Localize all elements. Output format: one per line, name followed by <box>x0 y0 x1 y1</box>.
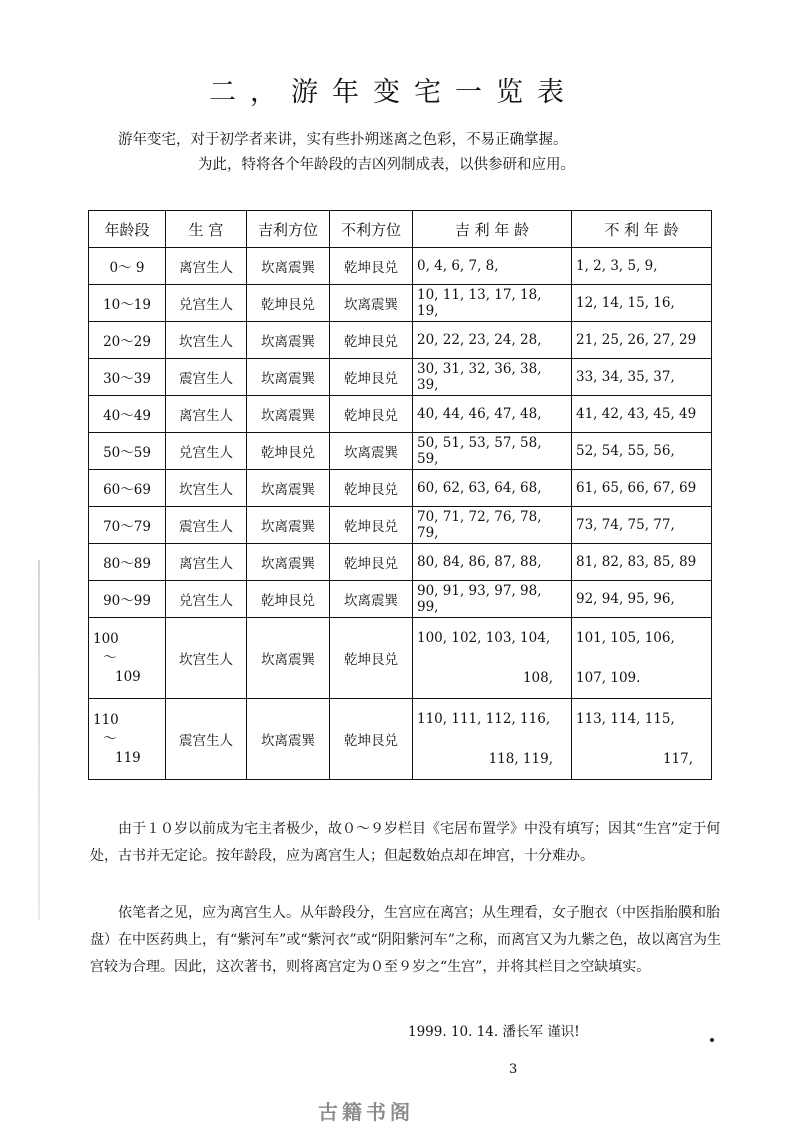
cell-good-direction: 坎离震巽 <box>247 618 330 699</box>
cell-good-direction: 坎离震巽 <box>247 470 330 507</box>
age-table <box>88 210 712 780</box>
cell-good-ages: 20, 22, 23, 24, 28, <box>413 322 572 359</box>
cell-good-ages <box>413 699 572 780</box>
cell-bad-direction: 乾坤艮兑 <box>330 699 413 780</box>
cell-good-direction: 坎离震巽 <box>247 359 330 396</box>
cell-good-ages <box>413 618 572 699</box>
cell-bad-ages: 41, 42, 43, 45, 49 <box>572 396 712 433</box>
cell-age: 40～49 <box>89 396 166 433</box>
ages-line-2: 107, 109. <box>576 670 641 686</box>
header-good-direction: 吉利方位 <box>247 211 330 248</box>
cell-good-ages: 10, 11, 13, 17, 18, 19, <box>413 285 572 322</box>
cell-good-direction: 乾坤艮兑 <box>247 581 330 618</box>
cell-age <box>89 699 166 780</box>
scan-margin-artifact <box>38 560 40 920</box>
table-row <box>89 470 712 507</box>
intro-line-2: 为此，特将各个年龄段的吉凶列制成表，以供参研和应用。 <box>198 157 575 173</box>
cell-bad-ages <box>572 618 712 699</box>
cell-gong: 坎宫生人 <box>166 470 247 507</box>
header-gong: 生 宫 <box>166 211 247 248</box>
table-row <box>89 433 712 470</box>
table-row <box>89 248 712 285</box>
cell-bad-direction: 乾坤艮兑 <box>330 544 413 581</box>
cell-good-ages: 60, 62, 63, 64, 68, <box>413 470 572 507</box>
cell-good-ages: 0, 4, 6, 7, 8, <box>413 248 572 285</box>
cell-bad-direction: 乾坤艮兑 <box>330 359 413 396</box>
cell-bad-ages: 81, 82, 83, 85, 89 <box>572 544 712 581</box>
ages-line-2: 117, <box>662 751 693 767</box>
table-header-row <box>89 211 712 248</box>
table-row <box>89 507 712 544</box>
ages-line-1: 113, 114, 115, <box>576 711 675 727</box>
cell-good-ages: 70, 71, 72, 76, 78, 79, <box>413 507 572 544</box>
cell-bad-direction: 坎离震巽 <box>330 433 413 470</box>
cell-bad-direction: 乾坤艮兑 <box>330 248 413 285</box>
cell-bad-ages <box>572 699 712 780</box>
cell-bad-ages: 61, 65, 66, 67, 69 <box>572 470 712 507</box>
ages-line-1: 100, 102, 103, 104, <box>417 630 551 646</box>
cell-bad-ages: 73, 74, 75, 77, <box>572 507 712 544</box>
cell-good-ages: 90, 91, 93, 97, 98, 99, <box>413 581 572 618</box>
note-paragraph-1: 由于１０岁以前成为宅主者极少，故０～９岁栏目《宅居布置学》中没有填写；因其“生宫”定于何处，古书并无定论。按年龄段，应为离宫生人；但起数始点却在坤宫，十分难办。 <box>90 821 721 864</box>
cell-gong: 震宫生人 <box>166 699 247 780</box>
cell-gong: 兑宫生人 <box>166 433 247 470</box>
intro-line-1: 游年变宅，对于初学者来讲，实有些扑朔迷离之色彩，不易正确掌握。 <box>118 132 568 148</box>
cell-good-direction: 坎离震巽 <box>247 322 330 359</box>
header-bad-ages: 不 利 年 龄 <box>572 211 712 248</box>
cell-age: 50～59 <box>89 433 166 470</box>
note-paragraph-2: 依笔者之见，应为离宫生人。从年龄段分，生宫应在离宫；从生理看，女子胞衣（中医指胎膜和胎盘）在中医药典上，有“紫河车”或“紫河衣”或“阴阳紫河车”之称，而离宫又为九紫之色，故以离宫为生宫较为合理。因此，这次著书，则将离宫定为０至９岁之“生宫”，并将其栏目之空缺填实。 <box>90 905 721 975</box>
watermark-stamp: 古籍书阁 <box>318 1100 414 1124</box>
age-part: ～ <box>103 649 117 666</box>
cell-bad-direction: 乾坤艮兑 <box>330 396 413 433</box>
ages-line-2: 108, <box>522 670 553 686</box>
cell-good-direction: 坎离震巽 <box>247 699 330 780</box>
cell-bad-direction: 乾坤艮兑 <box>330 618 413 699</box>
cell-bad-direction: 乾坤艮兑 <box>330 507 413 544</box>
cell-age: 30～39 <box>89 359 166 396</box>
cell-bad-direction: 坎离震巽 <box>330 285 413 322</box>
age-part: 100 <box>93 630 119 647</box>
table-body <box>89 248 712 780</box>
cell-gong: 离宫生人 <box>166 396 247 433</box>
cell-good-direction: 乾坤艮兑 <box>247 285 330 322</box>
cell-bad-ages: 1, 2, 3, 5, 9, <box>572 248 712 285</box>
cell-good-direction: 坎离震巽 <box>247 507 330 544</box>
table-row <box>89 396 712 433</box>
ages-line-2: 118, 119, <box>488 751 553 767</box>
page-number: 3 <box>509 1062 518 1077</box>
cell-good-ages: 50, 51, 53, 57, 58, 59, <box>413 433 572 470</box>
cell-age: 10～19 <box>89 285 166 322</box>
cell-bad-direction: 乾坤艮兑 <box>330 322 413 359</box>
cell-gong: 兑宫生人 <box>166 285 247 322</box>
cell-gong: 震宫生人 <box>166 359 247 396</box>
table-row <box>89 699 712 780</box>
header-good-ages: 吉 利 年 龄 <box>413 211 572 248</box>
age-part: ～ <box>103 730 117 747</box>
cell-bad-direction: 坎离震巽 <box>330 581 413 618</box>
table-row <box>89 544 712 581</box>
age-part: 119 <box>115 749 141 766</box>
age-part: 110 <box>93 711 119 728</box>
cell-good-ages: 80, 84, 86, 87, 88, <box>413 544 572 581</box>
cell-bad-ages: 33, 34, 35, 37, <box>572 359 712 396</box>
header-age: 年龄段 <box>89 211 166 248</box>
cell-good-direction: 乾坤艮兑 <box>247 433 330 470</box>
cell-gong: 坎宫生人 <box>166 618 247 699</box>
cell-age: 70～79 <box>89 507 166 544</box>
cell-bad-direction: 乾坤艮兑 <box>330 470 413 507</box>
age-part: 109 <box>115 668 141 685</box>
table-row <box>89 581 712 618</box>
table-row <box>89 285 712 322</box>
cell-good-direction: 坎离震巽 <box>247 396 330 433</box>
cell-bad-ages: 12, 14, 15, 16, <box>572 285 712 322</box>
page-title: 二，游年变宅一览表 <box>209 77 578 108</box>
cell-age: 20～29 <box>89 322 166 359</box>
table-row <box>89 359 712 396</box>
cell-age: 0～ 9 <box>89 248 166 285</box>
ages-line-1: 101, 105, 106, <box>576 630 675 646</box>
cell-gong: 坎宫生人 <box>166 322 247 359</box>
cell-age: 60～69 <box>89 470 166 507</box>
cell-good-direction: 坎离震巽 <box>247 544 330 581</box>
ages-line-1: 110, 111, 112, 116, <box>417 711 551 727</box>
cell-gong: 震宫生人 <box>166 507 247 544</box>
table-row <box>89 618 712 699</box>
signature: 1999. 10. 14. 潘长军 谨识! <box>408 1024 580 1040</box>
cell-gong: 兑宫生人 <box>166 581 247 618</box>
cell-good-ages: 40, 44, 46, 47, 48, <box>413 396 572 433</box>
cell-age <box>89 618 166 699</box>
cell-gong: 离宫生人 <box>166 248 247 285</box>
cell-age: 90～99 <box>89 581 166 618</box>
table-row <box>89 322 712 359</box>
cell-bad-ages: 92, 94, 95, 96, <box>572 581 712 618</box>
ink-dot <box>710 1038 714 1042</box>
cell-bad-ages: 52, 54, 55, 56, <box>572 433 712 470</box>
cell-bad-ages: 21, 25, 26, 27, 29 <box>572 322 712 359</box>
cell-gong: 离宫生人 <box>166 544 247 581</box>
cell-good-ages: 30, 31, 32, 36, 38, 39, <box>413 359 572 396</box>
cell-good-direction: 坎离震巽 <box>247 248 330 285</box>
header-bad-direction: 不利方位 <box>330 211 413 248</box>
cell-age: 80～89 <box>89 544 166 581</box>
